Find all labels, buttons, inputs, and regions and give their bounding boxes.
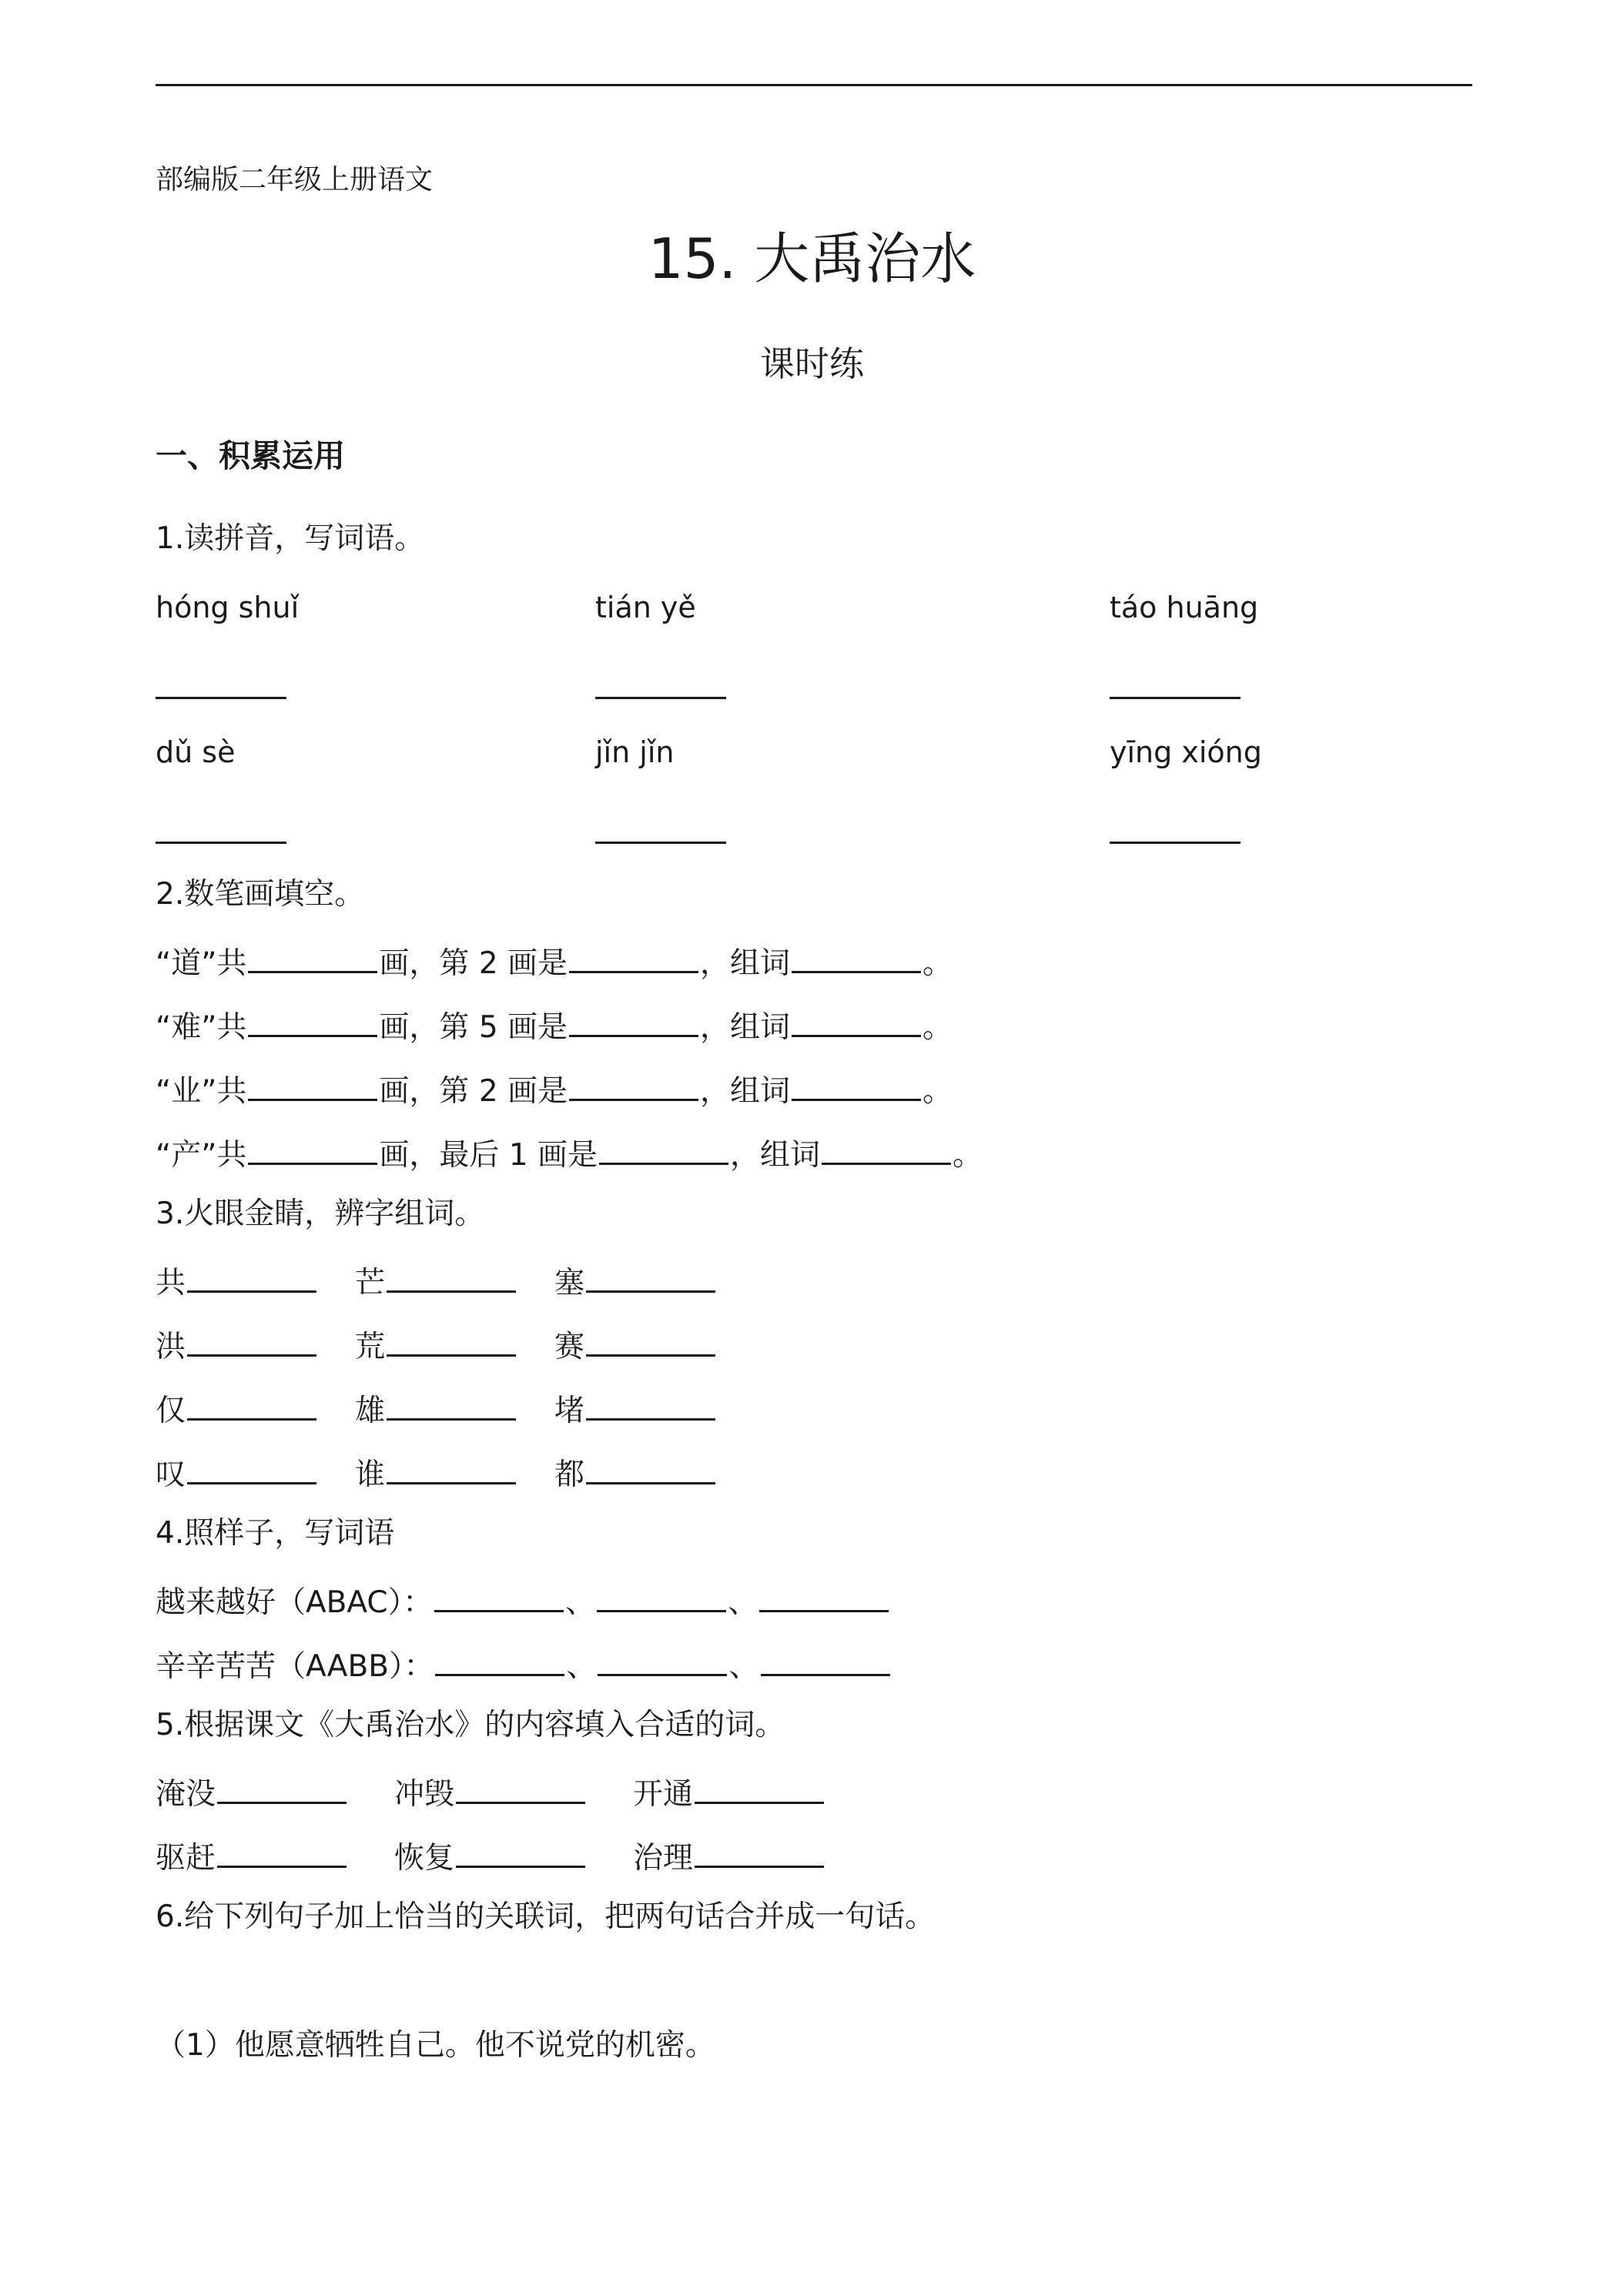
- answer-blank[interactable]: [217, 1774, 347, 1804]
- pinyin-3: táo huāng: [1110, 591, 1259, 624]
- answer-blank[interactable]: [761, 1646, 890, 1676]
- q2-text: 。: [922, 1074, 953, 1109]
- q4-label: 越来越好（ABAC）：: [156, 1585, 434, 1620]
- q3-char: 都: [554, 1458, 585, 1492]
- separator: 、: [565, 1585, 596, 1620]
- answer-blank[interactable]: [569, 1071, 698, 1101]
- q2-line: [156, 1071, 953, 1109]
- answer-blank[interactable]: [456, 1838, 585, 1868]
- answer-blank[interactable]: [586, 1391, 715, 1421]
- q2-text: 画，第 2 画是: [379, 1074, 568, 1109]
- q5-word: 驱赶: [156, 1841, 216, 1876]
- answer-blank[interactable]: [187, 1454, 316, 1484]
- pinyin-4: dǔ sè: [156, 735, 236, 769]
- q5-prompt: 5.根据课文《大禹治水》的内容填入合适的词。: [156, 1708, 785, 1742]
- answer-blank[interactable]: [569, 1007, 698, 1037]
- q6-item: （1）他愿意牺牲自己。他不说党的机密。: [156, 2028, 715, 2063]
- answer-blank[interactable]: [434, 1582, 564, 1612]
- q2-text: 。: [922, 1010, 953, 1045]
- answer-blank[interactable]: [248, 1071, 377, 1101]
- answer-blank[interactable]: [759, 1582, 889, 1612]
- answer-blank[interactable]: [387, 1327, 516, 1357]
- answer-blank[interactable]: [597, 1582, 726, 1612]
- q5-word: 冲毁: [394, 1777, 455, 1812]
- q2-text: “道”共: [156, 946, 247, 981]
- answer-blank[interactable]: [792, 943, 921, 973]
- answer-blank[interactable]: [1110, 697, 1241, 699]
- answer-blank[interactable]: [156, 842, 286, 844]
- answer-blank[interactable]: [792, 1071, 921, 1101]
- q3-char: 洪: [156, 1330, 186, 1364]
- page-subtitle: 课时练: [759, 343, 864, 384]
- q2-prompt: 2.数笔画填空。: [156, 877, 365, 912]
- q3-char: 共: [156, 1266, 186, 1300]
- q2-text: “难”共: [156, 1010, 247, 1045]
- q3-char: 赛: [554, 1330, 585, 1364]
- q2-text: 画，第 5 画是: [379, 1010, 568, 1045]
- q2-text: “产”共: [156, 1138, 247, 1173]
- answer-blank[interactable]: [217, 1838, 347, 1868]
- q2-text: 。: [953, 1138, 983, 1173]
- q2-text: “业”共: [156, 1074, 247, 1109]
- q3-char: 芒: [355, 1266, 386, 1300]
- top-rule: [156, 84, 1472, 86]
- header-note: 部编版二年级上册语文: [156, 164, 434, 196]
- q3-char: 仅: [156, 1394, 186, 1428]
- q5-word: 恢复: [394, 1841, 455, 1876]
- answer-blank[interactable]: [187, 1327, 316, 1357]
- q2-text: 画，第 2 画是: [379, 946, 568, 981]
- separator: 、: [728, 1585, 758, 1620]
- q2-text: ，组词: [700, 946, 791, 981]
- answer-blank[interactable]: [695, 1838, 824, 1868]
- answer-blank[interactable]: [156, 697, 286, 699]
- answer-blank[interactable]: [599, 1135, 728, 1165]
- q6-prompt: 6.给下列句子加上恰当的关联词，把两句话合并成一句话。: [156, 1899, 936, 1934]
- separator: 、: [566, 1649, 597, 1684]
- q2-text: 画，最后 1 画是: [379, 1138, 598, 1173]
- q2-text: ，组词: [700, 1010, 791, 1045]
- q4-label: 辛辛苦苦（AABB）：: [156, 1649, 434, 1684]
- pinyin-5: jǐn jǐn: [595, 735, 675, 769]
- q3-row: [156, 1391, 717, 1426]
- answer-blank[interactable]: [456, 1774, 585, 1804]
- answer-blank[interactable]: [822, 1135, 951, 1165]
- answer-blank[interactable]: [586, 1454, 715, 1484]
- q5-word: 淹没: [156, 1777, 216, 1812]
- answer-blank[interactable]: [248, 1007, 377, 1037]
- answer-blank[interactable]: [595, 842, 726, 844]
- answer-blank[interactable]: [387, 1263, 516, 1293]
- page-title: 15. 大禹治水: [648, 226, 976, 291]
- answer-blank[interactable]: [598, 1646, 727, 1676]
- q2-line: [156, 1135, 983, 1173]
- section-heading: 一、积累运用: [156, 437, 345, 474]
- answer-blank[interactable]: [792, 1007, 921, 1037]
- pinyin-6: yīng xióng: [1110, 735, 1262, 769]
- q3-char: 叹: [156, 1458, 186, 1492]
- q3-char: 荒: [355, 1330, 386, 1364]
- q2-text: 。: [922, 946, 953, 981]
- q2-line: [156, 943, 953, 979]
- q3-char: 堵: [554, 1394, 585, 1428]
- answer-blank[interactable]: [569, 943, 698, 973]
- answer-blank[interactable]: [187, 1263, 316, 1293]
- answer-blank[interactable]: [435, 1646, 564, 1676]
- separator: 、: [728, 1649, 759, 1684]
- answer-blank[interactable]: [387, 1454, 516, 1484]
- q5-row: [156, 1838, 825, 1876]
- answer-blank[interactable]: [586, 1263, 715, 1293]
- answer-blank[interactable]: [595, 697, 726, 699]
- answer-blank[interactable]: [248, 1135, 377, 1165]
- q3-row: [156, 1327, 717, 1362]
- answer-blank[interactable]: [248, 943, 377, 973]
- q3-prompt: 3.火眼金睛，辨字组词。: [156, 1197, 485, 1231]
- pinyin-2: tián yě: [595, 591, 696, 624]
- q3-row: [156, 1263, 717, 1298]
- q2-line: [156, 1007, 953, 1043]
- q4-line: [156, 1646, 892, 1682]
- answer-blank[interactable]: [695, 1774, 824, 1804]
- q2-text: ，组词: [730, 1138, 821, 1173]
- answer-blank[interactable]: [387, 1391, 516, 1421]
- q3-char: 谁: [355, 1458, 386, 1492]
- q5-row: [156, 1774, 825, 1812]
- q3-char: 雄: [355, 1394, 386, 1428]
- answer-blank[interactable]: [187, 1391, 316, 1421]
- q4-line: [156, 1582, 890, 1618]
- answer-blank[interactable]: [1110, 842, 1241, 844]
- q3-char: 塞: [554, 1266, 585, 1300]
- q5-word: 治理: [633, 1841, 694, 1876]
- pinyin-1: hóng shuǐ: [156, 591, 300, 624]
- q5-word: 开通: [633, 1777, 694, 1812]
- answer-blank[interactable]: [586, 1327, 715, 1357]
- q1-prompt: 1.读拼音，写词语。: [156, 521, 425, 556]
- q4-prompt: 4.照样子，写词语: [156, 1516, 395, 1551]
- q3-row: [156, 1454, 717, 1490]
- q2-text: ，组词: [700, 1074, 791, 1109]
